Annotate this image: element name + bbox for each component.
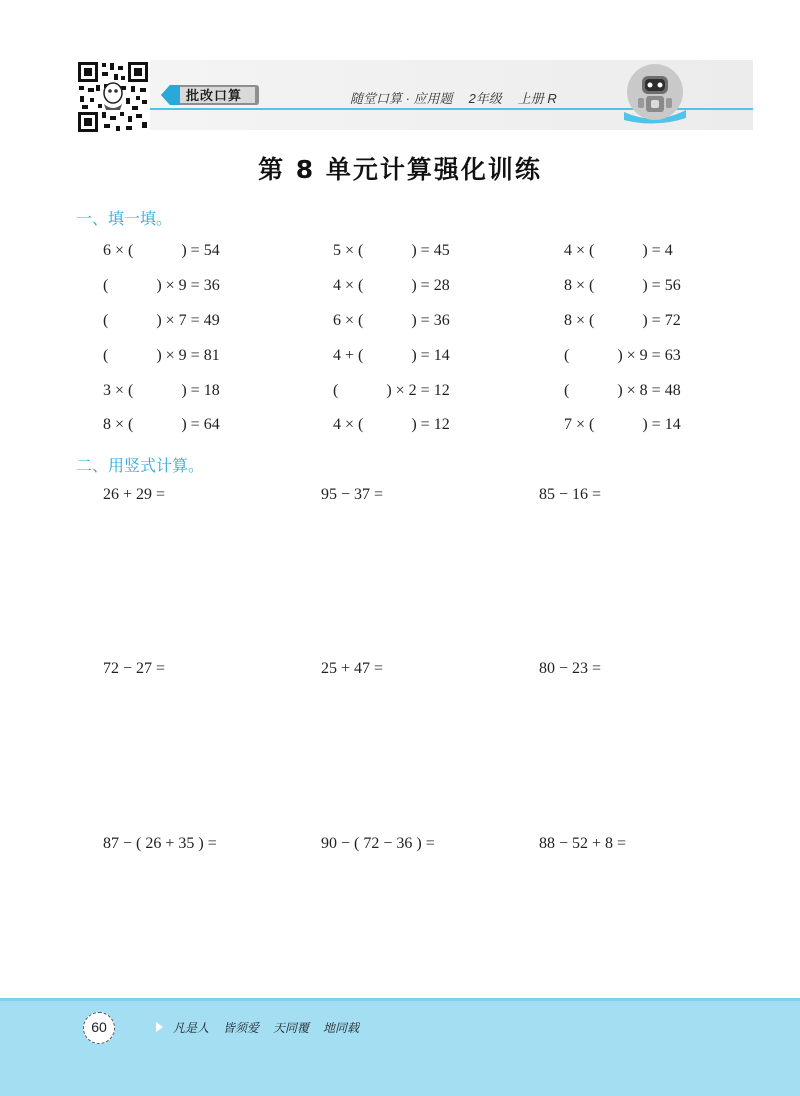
motto-arrow-icon bbox=[156, 1022, 163, 1032]
calc-item: 90 − ( 72 − 36 ) = bbox=[321, 835, 435, 852]
fill-item: ( ) × 2 = 12 bbox=[333, 382, 450, 399]
motto-phrase: 地同载 bbox=[323, 1021, 360, 1035]
tag-label: 批改口算 bbox=[186, 88, 243, 103]
section-fill-heading: 一、填一填。 bbox=[76, 209, 173, 228]
calc-item: 80 − 23 = bbox=[539, 660, 602, 677]
book-grade: 2年级 bbox=[468, 91, 502, 106]
fill-item: ( ) × 9 = 63 bbox=[564, 347, 681, 364]
calc-item: 88 − 52 + 8 = bbox=[539, 835, 627, 852]
fill-item: 5 × ( ) = 45 bbox=[333, 242, 450, 259]
fill-item: 4 × ( ) = 28 bbox=[333, 277, 450, 294]
calc-item: 72 − 27 = bbox=[103, 660, 166, 677]
motto-phrase: 天同覆 bbox=[273, 1021, 310, 1035]
calc-item: 85 − 16 = bbox=[539, 486, 602, 503]
fill-item: 4 × ( ) = 4 bbox=[564, 242, 673, 259]
section-vertical-heading: 二、用竖式计算。 bbox=[76, 456, 205, 475]
fill-item: 4 + ( ) = 14 bbox=[333, 347, 450, 364]
fill-item: ( ) × 8 = 48 bbox=[564, 382, 681, 399]
motto-phrase: 凡是人 bbox=[173, 1021, 210, 1035]
footer-motto bbox=[173, 1019, 373, 1036]
book-volume: 上册 R bbox=[517, 91, 557, 106]
footer-band bbox=[0, 998, 800, 1096]
calc-item: 25 + 47 = bbox=[321, 660, 384, 677]
footer-top-line bbox=[0, 998, 800, 1001]
page-number: 60 bbox=[83, 1012, 115, 1044]
mascot-robot-icon bbox=[620, 62, 690, 124]
fill-item: 8 × ( ) = 56 bbox=[564, 277, 681, 294]
fill-item: ( ) × 9 = 36 bbox=[103, 277, 220, 294]
fill-item: 4 × ( ) = 12 bbox=[333, 416, 450, 433]
calc-item: 26 + 29 = bbox=[103, 486, 166, 503]
fill-item: ( ) × 9 = 81 bbox=[103, 347, 220, 364]
fill-item: 6 × ( ) = 54 bbox=[103, 242, 220, 259]
fill-item: 8 × ( ) = 72 bbox=[564, 312, 681, 329]
fill-item: ( ) × 7 = 49 bbox=[103, 312, 220, 329]
book-title bbox=[350, 88, 573, 107]
fill-item: 8 × ( ) = 64 bbox=[103, 416, 220, 433]
motto-phrase: 皆须爱 bbox=[223, 1021, 260, 1035]
fill-item: 7 × ( ) = 14 bbox=[564, 416, 681, 433]
fill-item: 6 × ( ) = 36 bbox=[333, 312, 450, 329]
book-series: 随堂口算 · 应用题 bbox=[350, 91, 453, 106]
calc-item: 95 − 37 = bbox=[321, 486, 384, 503]
calc-item: 87 − ( 26 + 35 ) = bbox=[103, 835, 217, 852]
page-title: 第 8 单元计算强化训练 bbox=[258, 155, 542, 184]
fill-item: 3 × ( ) = 18 bbox=[103, 382, 220, 399]
qr-code-icon bbox=[76, 60, 150, 134]
